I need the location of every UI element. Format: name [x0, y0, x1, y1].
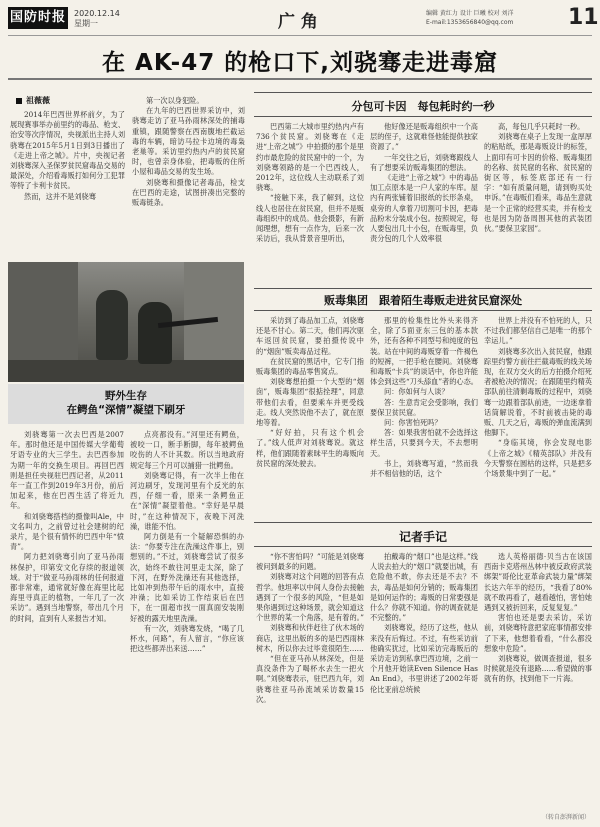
- paragraph: 刘骁骞说，做调查报道，很多时候就是没有退路……希望做的事就有的你，找到他下一片海。: [484, 654, 592, 684]
- paragraph: 书上，刘骁骞写道，“然而我并不相信他的话，这个: [370, 458, 478, 479]
- paragraph: 刘骁骞在桌子上发现一盒厚厚的粘贴纸，那是毒贩设计的标签，上面印有可卡因的价格、贩毒集团的名称、贫民窟的名称、贫民窟的街区等，标签底部还有一行字：“如有质量问题，请到购买处申诉。”在毒贩们看来，毒品生意就是一个正常的经营买卖，并有检支也是因为防备周围其他的武装团伙。”要保卫家园”。: [484, 132, 592, 234]
- issue-date: [74, 9, 120, 29]
- notes-column-b: [370, 552, 478, 812]
- sub1-column-b: [370, 122, 478, 282]
- paragraph: 那里的检集性比外头来得齐全，除了5面亚东三包的基本款外，还有各种不同型号和纯度的包装。站在中间的毒贩穿着一件褐色的短裤，一把手枪在腰间。刘骁骞和毒贩“卡兵”的谈话中，你也许能体会到这些“刀头舔血”者的心态。: [370, 316, 478, 387]
- credits-line-2: E-mail:1353656840@qq.com: [426, 19, 514, 26]
- wilderness-column-2: [130, 430, 244, 815]
- sub1-bottom-rule: [254, 116, 592, 117]
- paragraph: 阿力倒是有一个疑解恐惧的办法：“你要专注在洗澡这件事上，别想别的。”不过，刘骁骞尝试了很多次，始终不敢往河里走太深，除了下河，在野外洗澡还有其他选择，比如冲到热带午后的雨水中，直接冲澡；比如采访工作结束后在凹下，在一面超市找一面真面安装刚好被的露天地里洗澡。: [130, 532, 244, 623]
- sub2-bottom-rule: [254, 310, 592, 311]
- paragraph: 在九年的巴西世界采访中，刘骁骞走访了亚马孙雨林深处的捕毒重镇，跟随警察在西南腹地拦截运毒的车辆，暗访马拉卡边境的毒枭老巢等。采访里约热内卢的贫民窟时，也曾亲身体验，把毒贩的住所小屋和毒品交易的发生场。: [132, 106, 245, 177]
- paragraph: 刘骁骞对这个问题的回答有点哲学。他坦率以中间人身份去接触遇到了一个很多的风险，“但是如果你遇到过这种场景，就会知道这个世界的某一个角落，是有着的。”: [256, 572, 364, 623]
- masthead: [8, 5, 599, 36]
- photo-person-2: [138, 302, 172, 364]
- paragraph: 巴西第二大城市里约热内卢有736个贫民窟。刘骁骞在《走进“上帝之城”》中拍摄的那个是里约市最危险的贫民窟中的一个，为刘骁骞领路的是一个巴西线人，2012年，这位线人主动联系了刘骁骞。: [256, 122, 364, 193]
- paragraph: 选人英格丽德·贝当古在该国西南卡克塔州丛林中被反政府武装绑架”哥伦比亚革命武装力量”绑架长达六年半的经历，“我看了80%就不敢再看了，越看越怕，害怕她遇到又被折回来，反复复复。”: [484, 552, 592, 613]
- subhead-drug-cartel: 贩毒集团 跟着陌生毒贩走进贫民窟深处: [324, 294, 522, 307]
- editorial-credits: [426, 9, 566, 27]
- paragraph: 高，每包几乎只耗时一秒。: [498, 122, 585, 131]
- intro-column-2: [132, 96, 245, 260]
- byline: [16, 95, 50, 106]
- source-footer: （转自澎湃新闻）: [541, 814, 590, 821]
- sub1-column-c: [484, 122, 592, 282]
- paragraph: 第一次以身犯险。: [146, 96, 204, 105]
- paragraph: 问：你害怕死吗？: [384, 418, 442, 428]
- paragraph: 答：如果我害怕就不会选择这样生活，只要到今天，不去想明天。: [370, 428, 478, 458]
- paragraph: 刘骁骞多次出入贫民窟，他跟踪里约警方前往拦截毒贩的线关场现，在双方交火的后方拍摄介绍死者被枪决的情况；在跟随里约精英部队前往清剿毒贩的过程中，刘骁骞一边跟着部队前进，一边迷拿着话筒解说着，不时前被击毙的毒贩、几天之后，毒贩的弹血流满到他脚下。: [484, 346, 592, 438]
- subhead-split-cocaine: 分包可卡因 每包耗时约一秒: [351, 100, 495, 113]
- byline-author: 祖薇薇: [26, 96, 50, 105]
- headline-rule: [8, 78, 592, 80]
- wilderness-column-1: [10, 430, 124, 815]
- sub1-column-a: [256, 122, 364, 282]
- news-photo: [8, 262, 244, 382]
- paragraph: 阿力把刘骁骞引向了亚马孙雨林保护，印第安文化存续的报道领域。对于“做亚马孙雨林的任何报道都非常难，通常就好像在海里比起海里寻真正的植物，一年几了一次采访”。遇到当地警察，带出几个月的时间，直到有人来报告才知。: [10, 552, 124, 623]
- sub2-column-a: [256, 316, 364, 516]
- paragraph: 问：你如何与人谈？: [384, 387, 449, 397]
- paragraph: “但在亚马孙从林深处，但是真没条件为了喝杯水去生一把火啊。”刘骁骞表示，驻巴西九年，刘骁骞往亚马孙流域采访数量15次。: [256, 654, 364, 704]
- date-text: 2020.12.14: [74, 9, 120, 18]
- sub1-top-rule: [254, 92, 592, 93]
- wilderness-subhead-box: [8, 384, 244, 424]
- paragraph: 拍戴毒的“烟口”也是这样。”线人说去拍大的“烟口”就要出城，有危险他不敢，你去还是不去？不去，毒品是如何分销的；贩毒集团是如何运作的；毒贩的日常要强是什么？你就不知道。你的调查就是不完整的。”: [370, 552, 478, 623]
- paragraph: 世界上并没有不怕死的人，只不过我们都坚信自己是唯一的那个幸运儿。”: [484, 316, 592, 346]
- wilderness-subhead-line-1: 野外生存: [105, 390, 147, 402]
- paragraph: 刘骁骞想拍摄一个大型的“烟囱”，贩毒集团“很掂拴理”，同意带他们去看，但要乘车并更受线走。线人突然说他不去了，就在原地等着。: [256, 377, 364, 428]
- paragraph: 刘骁骞和摄像记者毒品，检支在巴西的走途，试图拼凑出完整的贩毒链条。: [132, 177, 245, 208]
- paragraph: “身临其境，你会发现电影《上帝之城》《精英部队》并没有今天警察在圆枯的这样，只是把多个场景集中到了一起。”: [484, 438, 592, 479]
- notes-bottom-rule: [254, 546, 592, 547]
- main-headline: 在 AK-47 的枪口下,刘骁骞走进毒窟: [102, 50, 498, 76]
- newspaper-logo: 国防时报: [8, 7, 68, 29]
- sub2-column-c: [484, 316, 592, 516]
- notes-column-c: [484, 552, 592, 807]
- weekday-text: 星期一: [74, 19, 98, 28]
- photo-ground: [8, 360, 244, 382]
- paragraph: 刘骁骞和伙伴赶往了伙木场的商店，这里出版的多的是巴西雨林树木，所以你去过毕竟很陌生……: [256, 623, 364, 653]
- paragraph: 一年交往之后，刘骁骞跟线人有了想要采访贩毒集团的想法。: [370, 152, 478, 172]
- sub2-column-b: [370, 316, 478, 516]
- paragraph: 刘骁骞记得，有一次半上他在河边刷牙，发现河里有个反光的东西，仔细一看，原来一条鳄鱼正在“深情”凝望着他。“幸好是早晨时，”在这种情况下，夜晚下河洗澡，谁能不怕。: [130, 470, 244, 531]
- section-title: 广 角: [278, 12, 318, 32]
- paragraph: 和刘骁骞搭档的摄像叫Ale，中文名叫力，之前曾过社会建树的纪录片，是个很有情怀的巴西中年“愤青”。: [10, 511, 124, 552]
- wilderness-subhead-line-2: 在鳄鱼“深情”凝望下刷牙: [66, 404, 186, 416]
- photo-person-1: [96, 290, 128, 360]
- sub2-top-rule: [254, 288, 592, 289]
- paragraph: “接触下来，我了解到，这位线人也居住在贫民窟，但并不是贩毒组织中的成员。他会摄影，有新闻理想，想有一点作为，后来一次采访后，我从背景音里听出，: [256, 193, 364, 244]
- paragraph: 害怕也还是要去采访，采访前，刘骁骞特意把家庭事情都安排了下来，他想着看看，“什么都没想象中危险”。: [484, 613, 592, 653]
- paragraph: 2014年巴西世界杯前夕，为了展现赛事举办前里约的毒品、枪支、治安等次序情况，央视派出主持人刘骁骞在2015年5月1日到3日播出了《走进上帝之城》。片中，央视记者刘骁骞深入圣保罗贫民窟毒品交易的最深处，介绍看毒贩打如何分工犯罪等特了卡利卡贫民。: [10, 110, 125, 191]
- paragraph: 刘骁骞说，经历了这些，他从来没有后悔过。不过，有些采访前他确实犹过，比如采访完毒贩后的采访走访到私拿巴西边境，之前一个月他开始读Even Silence Has An End》，书里讲述了2002年哥伦比亚前总统候: [370, 623, 478, 694]
- intro-column-1: [10, 110, 125, 260]
- notes-column-a: [256, 552, 364, 812]
- paragraph: 答：生意肯定会受影响，我们要保卫贫民窟。: [370, 397, 478, 417]
- paragraph: 点亮都没有。”河里还有鳄鱼，被咬一口，断手断脚，每年被鳄鱼咬伤的人不计其数。所以当地政府规定每三个月可以捕猎一批鳄鱼。: [130, 430, 244, 470]
- paragraph: 他好像还是贩毒组织中一个高层的侄子，这就难怪他能提供独家资源了。”: [370, 122, 478, 152]
- paragraph: “好好拍，只有这个机会了。”线人低声对刘骁骞说。就这样，他们跟随着素昧平生的毒贩向贫民窟的深处驶去。: [256, 428, 364, 468]
- paragraph: “你不害怕吗？”可能是刘骁骞被问到最多的问题。: [256, 552, 364, 572]
- paragraph: 《走进“上帝之城”》中的毒品加工点原本是一户人家的车库。屋内有两张铺着旧报纸的长形条桌，桌旁的人拿着刀切割可卡因，把毒品粉末分装成小包。按照规定，每人要包出几十小包，在贩毒里，负责分包的几个人效率很: [370, 173, 478, 244]
- paragraph: 然而，这并不是刘骁骞: [24, 191, 96, 201]
- notes-top-rule: [254, 522, 592, 523]
- paragraph: 采访到了毒品加工点，刘骁骞还是不甘心。第二天，他们再次驱车返回贫民窟，要拍摄传说中的“烟囱”贩卖毒品过程。: [256, 316, 364, 356]
- byline-square-icon: [16, 98, 22, 104]
- reporter-notes-heading: 记者手记: [398, 530, 447, 544]
- paragraph: 在贫民窟的黑话中，它专门指贩毒集团的毒品零售窝点。: [256, 356, 364, 377]
- paragraph: 刘骁骞第一次去巴西是2007年。那时他还是中国传媒大学葡萄牙语专业的大三学生。去巴西参加为期一年的交换生项目。再回巴西则是担任央视驻巴西记者，从2011年一直工作到2019年3月份，前后加起来，他在巴西生活了将近九年。: [10, 430, 124, 511]
- paragraph: 有一次，刘骁骞发烧，“喝了几杯水，问路”，有人留言，“你应该把这些都弄出来送……”: [130, 623, 244, 654]
- page-number: 11: [568, 5, 599, 30]
- credits-line-1: 编辑 黄红力 设计 巨曦 校对 刘洋: [426, 10, 514, 17]
